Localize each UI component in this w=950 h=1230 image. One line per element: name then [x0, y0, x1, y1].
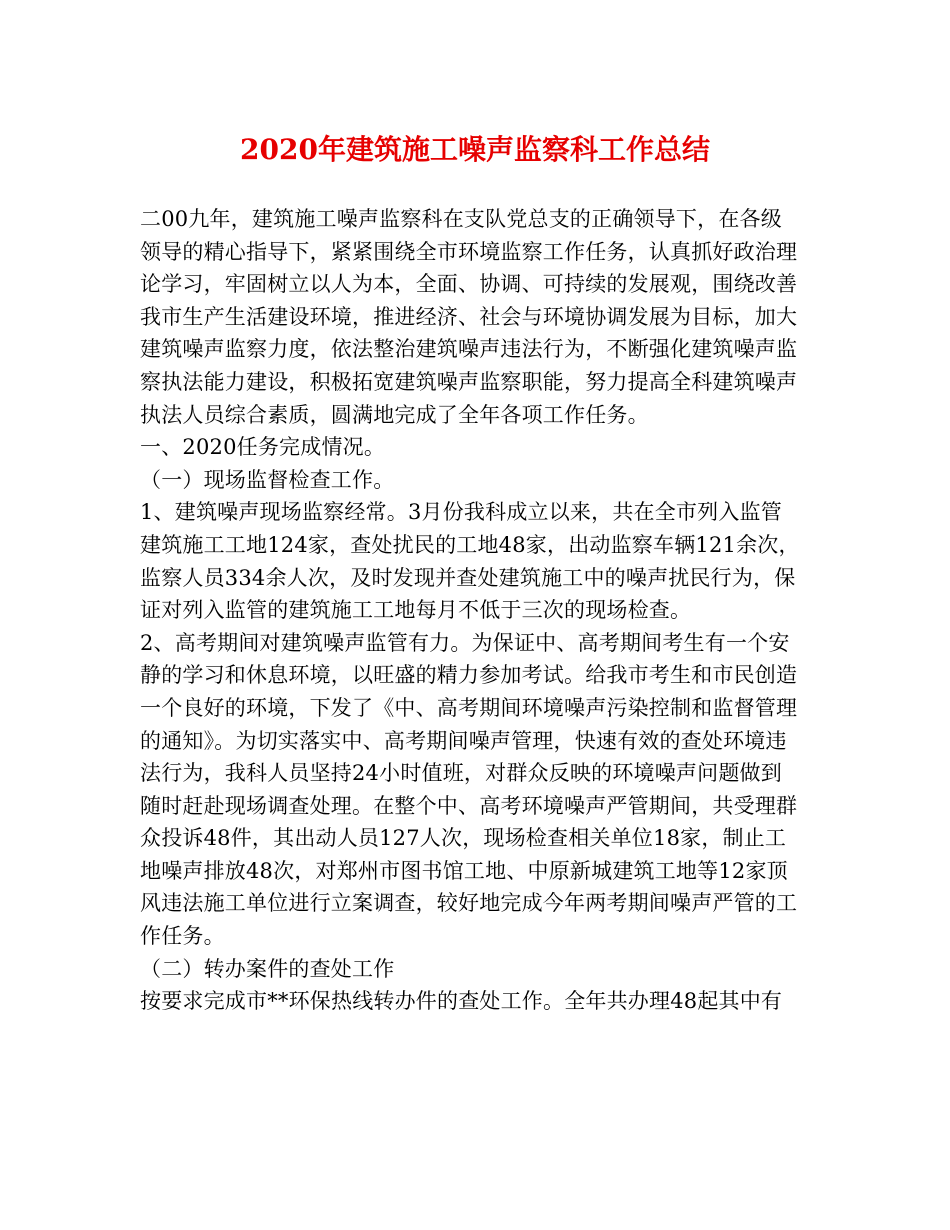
body-line: 2、高考期间对建筑噪声监管有力。为保证中、高考期间考生有一个安: [140, 630, 790, 655]
body-line: 作任务。: [140, 924, 225, 949]
body-line: 一个良好的环境，下发了《中、高考期间环境噪声污染控制和监督管理: [140, 695, 798, 720]
body-line: （二）转办案件的查处工作: [140, 956, 395, 981]
body-line: 建筑噪声监察力度，依法整治建筑噪声违法行为，不断强化建筑噪声监: [140, 337, 798, 362]
body-line: 领导的精心指导下，紧紧围绕全市环境监察工作任务，认真抓好政治理: [140, 239, 798, 264]
document-body: [140, 203, 816, 1018]
body-line: 证对列入监管的建筑施工工地每月不低于三次的现场检查。: [140, 598, 692, 623]
body-line: 随时赶赴现场调查处理。在整个中、高考环境噪声严管期间，共受理群: [140, 793, 798, 818]
body-line: 地噪声排放48次，对郑州市图书馆工地、中原新城建筑工地等12家顶: [140, 858, 788, 883]
body-line: 法行为，我科人员坚持24小时值班，对群众反映的环境噪声问题做到: [140, 761, 782, 786]
body-line: （一）现场监督检查工作。: [140, 467, 395, 492]
body-line: 察执法能力建设，积极拓宽建筑噪声监察职能，努力提高全科建筑噪声: [140, 369, 798, 394]
body-line: 按要求完成市**环保热线转办件的查处工作。全年共办理48起其中有: [140, 989, 783, 1014]
body-line: 执法人员综合素质，圆满地完成了全年各项工作任务。: [140, 402, 649, 427]
body-line: 风违法施工单位进行立案调查，较好地完成今年两考期间噪声严管的工: [140, 891, 798, 916]
body-line: 建筑施工工地124家，查处扰民的工地48家，出动监察车辆121余次，: [140, 532, 800, 557]
body-line: 一、2020任务完成情况。: [140, 435, 386, 460]
body-line: 论学习，牢固树立以人为本，全面、协调、可持续的发展观，围绕改善: [140, 272, 798, 297]
body-line: 众投诉48件，其出动人员127人次，现场检查相关单位18家，制止工: [140, 826, 787, 851]
body-line: 静的学习和休息环境，以旺盛的精力参加考试。给我市考生和市民创造: [140, 663, 798, 688]
body-line: 监察人员334余人次，及时发现并查处建筑施工中的噪声扰民行为，保: [140, 565, 796, 590]
body-line: 二00九年，建筑施工噪声监察科在支队党总支的正确领导下，在各级: [140, 207, 782, 231]
document-title: 2020年建筑施工噪声监察科工作总结: [240, 133, 710, 166]
body-line: 我市生产生活建设环境，推进经济、社会与环境协调发展为目标，加大: [140, 304, 798, 329]
body-line: 的通知》。为切实落实中、高考期间噪声管理，快速有效的查处环境违: [140, 728, 787, 753]
body-line: 1、建筑噪声现场监察经常。3月份我科成立以来，共在全市列入监管: [140, 500, 782, 525]
